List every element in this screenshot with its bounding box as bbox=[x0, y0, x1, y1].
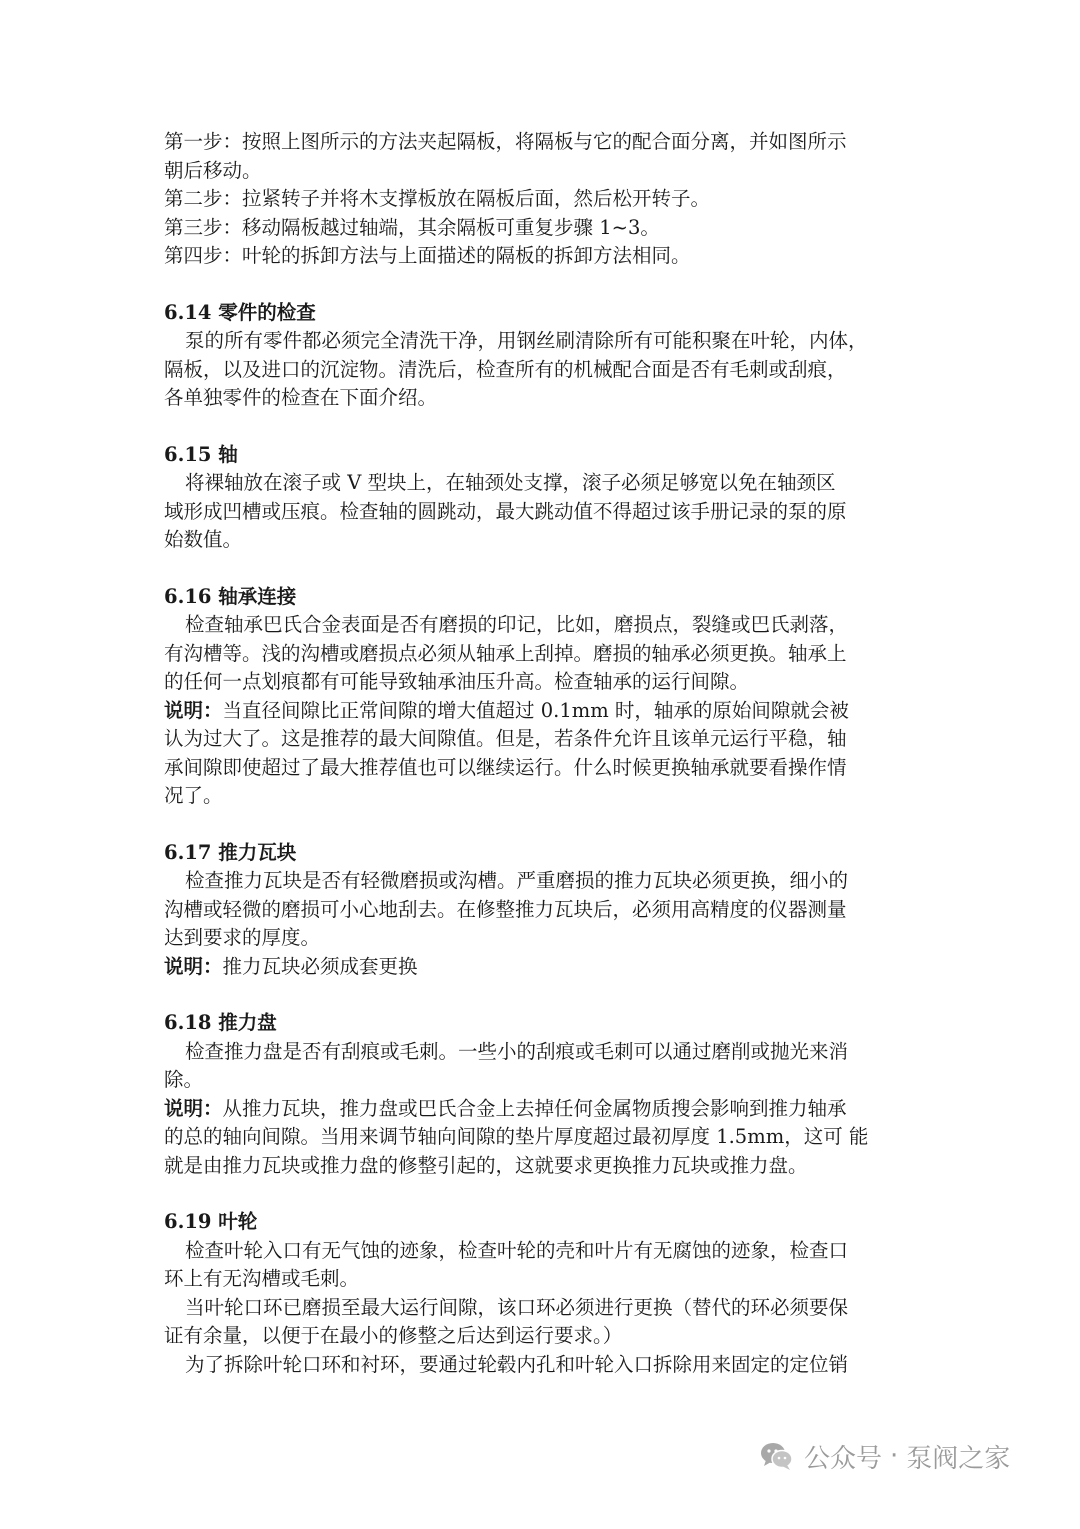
watermark-separator: · bbox=[890, 1441, 899, 1471]
paragraph-line: 检查推力瓦块是否有轻微磨损或沟槽。严重磨损的推力瓦块必须更换，细小的 bbox=[185, 869, 849, 892]
note-line: 承间隙即使超过了最大推荐值也可以继续运行。什么时候更换轴承就要看操作情 bbox=[164, 755, 847, 779]
section-impeller bbox=[164, 1208, 916, 1379]
section-heading: 6.17 推力瓦块 bbox=[164, 840, 297, 864]
paragraph-line: 泵的所有零件都必须完全清洗干净，用钢丝刷清除所有可能积聚在叶轮，内体， bbox=[185, 329, 868, 352]
document-page bbox=[164, 128, 916, 1379]
note-text: 从推力瓦块，推力盘或巴氏合金上去掉任何金属物质搜会影响到推力轴承 bbox=[222, 1096, 847, 1120]
step-line: 第一步：按照上图所示的方法夹起隔板，将隔板与它的配合面分离，并如图所示 bbox=[164, 130, 847, 153]
step-line: 第三步：移动隔板越过轴端，其余隔板可重复步骤 1~3。 bbox=[164, 215, 660, 239]
note-line bbox=[164, 697, 916, 726]
paragraph-line: 检查叶轮入口有无气蚀的迹象，检查叶轮的壳和叶片有无腐蚀的迹象，检查口 bbox=[185, 1238, 849, 1262]
section-heading: 6.19 叶轮 bbox=[164, 1210, 258, 1233]
note-label: 说明： bbox=[164, 698, 223, 722]
paragraph-line: 为了拆除叶轮口环和衬环，要通过轮毂内孔和叶轮入口拆除用来固定的定位销 bbox=[185, 1352, 849, 1376]
paragraph-line: 隔板，以及进口的沉淀物。清洗后，检查所有的机械配合面是否有毛刺或刮痕， bbox=[164, 357, 847, 381]
paragraph-line: 当叶轮口环已磨损至最大运行间隙，该口环必须进行更换（替代的环必须要保 bbox=[185, 1295, 849, 1319]
watermark-name: 泵阀之家 bbox=[906, 1443, 1011, 1474]
paragraph-line: 将裸轴放在滚子或 V 型块上，在轴颈处支撑，滚子必须足够宽以免在轴颈区 bbox=[185, 471, 836, 494]
paragraph-line: 有沟槽等。浅的沟槽或磨损点必须从轴承上刮掉。磨损的轴承必须更换。轴承上 bbox=[164, 641, 847, 665]
watermark-label: 公众号 bbox=[804, 1443, 883, 1474]
wechat-icon bbox=[760, 1441, 794, 1471]
paragraph-line: 的任何一点划痕都有可能导致轴承油压升高。检查轴承的运行间隙。 bbox=[164, 670, 750, 693]
watermark bbox=[760, 1436, 1010, 1476]
paragraph-line: 沟槽或轻微的磨损可小心地刮去。在修整推力瓦块后，必须用高精度的仪器测量 bbox=[164, 897, 847, 921]
paragraph-line: 达到要求的厚度。 bbox=[164, 926, 321, 949]
paragraph-line: 各单独零件的检查在下面介绍。 bbox=[164, 386, 438, 409]
note-line: 认为过大了。这是推荐的最大间隙值。但是，若条件允许且该单元运行平稳，轴 bbox=[164, 727, 847, 750]
section-heading: 6.15 轴 bbox=[164, 442, 238, 466]
paragraph-line: 证有余量，以便于在最小的修整之后达到运行要求。） bbox=[164, 1324, 623, 1347]
step-line: 朝后移动。 bbox=[164, 158, 262, 182]
step-line: 第四步：叶轮的拆卸方法与上面描述的隔板的拆卸方法相同。 bbox=[164, 244, 691, 267]
note-line: 况了。 bbox=[164, 784, 223, 807]
note-line: 的总的轴向间隙。当用来调节轴向间隙的垫片厚度超过最初厚度 1.5mm，这可 能 bbox=[164, 1125, 869, 1148]
note-line: 就是由推力瓦块或推力盘的修整引起的，这就要求更换推力瓦块或推力盘。 bbox=[164, 1153, 808, 1177]
note-text: 当直径间隙比正常间隙的增大值超过 0.1mm 时，轴承的原始间隙就会被 bbox=[222, 698, 849, 722]
note-text: 推力瓦块必须成套更换 bbox=[222, 954, 418, 978]
step-line: 第二步：拉紧转子并将木支撑板放在隔板后面，然后松开转子。 bbox=[164, 187, 711, 210]
section-heading: 6.16 轴承连接 bbox=[164, 584, 297, 608]
section-bearing bbox=[164, 583, 916, 811]
note-label: 说明： bbox=[164, 1096, 223, 1120]
section-thrust-pad bbox=[164, 839, 916, 982]
section-shaft bbox=[164, 441, 916, 555]
section-parts-inspection bbox=[164, 299, 916, 413]
paragraph-line: 始数值。 bbox=[164, 528, 243, 551]
paragraph-line: 域形成凹槽或压痕。检查轴的圆跳动，最大跳动值不得超过该手册记录的泵的原 bbox=[164, 499, 847, 523]
section-thrust-disc bbox=[164, 1009, 916, 1180]
paragraph-line: 检查推力盘是否有刮痕或毛刺。一些小的刮痕或毛刺可以通过磨削或抛光来消 bbox=[185, 1039, 849, 1063]
note-line bbox=[164, 1095, 916, 1124]
note-label: 说明： bbox=[164, 954, 223, 978]
paragraph-line: 环上有无沟槽或毛刺。 bbox=[164, 1267, 360, 1290]
paragraph-line: 检查轴承巴氏合金表面是否有磨损的印记，比如，磨损点，裂缝或巴氏剥落， bbox=[185, 613, 849, 636]
paragraph-line: 除。 bbox=[164, 1068, 204, 1091]
steps-block bbox=[164, 128, 916, 271]
section-heading: 6.18 推力盘 bbox=[164, 1011, 277, 1034]
section-heading: 6.14 零件的检查 bbox=[164, 300, 316, 324]
note-line bbox=[164, 953, 916, 982]
